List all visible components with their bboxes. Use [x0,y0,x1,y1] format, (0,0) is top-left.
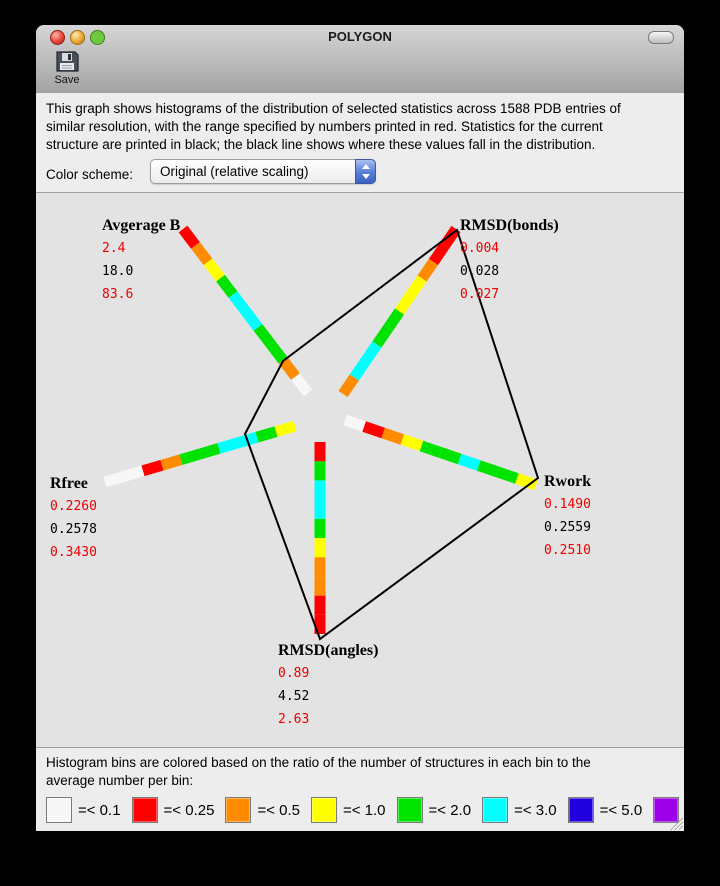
stat-max: 2.63 [278,712,310,727]
color-scheme-label: Color scheme: [46,167,134,182]
legend-label: =< 0.1 [78,801,121,819]
stat-min: 0.89 [278,666,310,681]
stat-block-rwork [544,470,591,562]
legend-swatch [132,797,158,823]
description-line: similar resolution, with the range specified by numbers printed in red. Statistics for the current [46,119,603,134]
description-panel [36,93,684,193]
stat-name: RMSD(angles) [278,642,379,659]
description-text [36,93,684,154]
legend-swatch [568,797,594,823]
stat-value: 0.2578 [50,522,97,537]
legend-item [482,797,557,823]
plot-area [36,193,684,747]
stat-name: Rfree [50,475,88,492]
color-scheme-value: Original (relative scaling) [160,164,309,179]
stat-max: 0.027 [460,287,500,302]
legend-label: =< 1.0 [342,801,386,819]
stat-name: Rwork [544,473,592,490]
legend-label: =< 0.25 [163,801,215,819]
resize-grip[interactable] [669,816,683,830]
stat-block-average-b [102,214,180,306]
legend-caption [36,748,684,790]
stat-max: 83.6 [102,287,134,302]
legend-item [132,797,215,823]
legend-item [225,797,300,823]
stat-block-rmsd-angles [278,639,378,731]
toolbar-toggle-button[interactable] [648,31,674,44]
down-arrow-icon [362,174,370,179]
stat-max: 0.3430 [50,545,97,560]
save-button[interactable] [46,50,88,86]
stat-block-rfree [50,472,97,564]
stat-min: 0.2260 [50,499,97,514]
legend-label: =< 5.0 [599,801,643,819]
legend-panel [36,747,684,831]
stat-min: 0.1490 [544,497,591,512]
save-floppy-icon [54,50,80,73]
legend-item [46,797,121,823]
legend [46,797,696,823]
legend-item [397,797,472,823]
stat-name: Avgerage B [102,217,181,234]
stat-value: 0.2559 [544,520,591,535]
window-title: POLYGON [328,29,392,44]
legend-label: =< 2.0 [428,801,472,819]
stat-name: RMSD(bonds) [460,217,559,234]
stat-min: 2.4 [102,241,126,256]
legend-swatch [482,797,508,823]
polygon-window [36,25,684,830]
legend-caption-line: Histogram bins are colored based on the ratio of the number of structures in each bin to the [46,755,591,770]
stat-value: 4.52 [278,689,310,704]
save-button-label: Save [54,74,80,86]
stat-value: 0.028 [460,264,500,279]
legend-item [311,797,386,823]
legend-swatch [397,797,423,823]
description-line: structure are printed in black; the black line shows where these values fall in the distribution. [46,137,596,152]
legend-swatch [225,797,251,823]
description-line: This graph shows histograms of the distribution of selected statistics across 1588 PDB entries of [46,101,621,116]
legend-caption-line: average number per bin: [46,773,194,788]
legend-swatch [46,797,72,823]
legend-item [568,797,643,823]
legend-label: =< 0.5 [257,801,300,819]
legend-label: =< 3.0 [514,801,557,819]
titlebar [36,25,684,94]
legend-swatch [311,797,337,823]
stat-block-rmsd-bonds [460,214,559,306]
stat-min: 0.004 [460,241,500,256]
color-scheme-select[interactable] [150,159,376,184]
stat-value: 18.0 [102,264,134,279]
stat-max: 0.2510 [544,543,591,558]
up-arrow-icon [362,164,370,169]
popup-stepper-icon [355,159,376,184]
